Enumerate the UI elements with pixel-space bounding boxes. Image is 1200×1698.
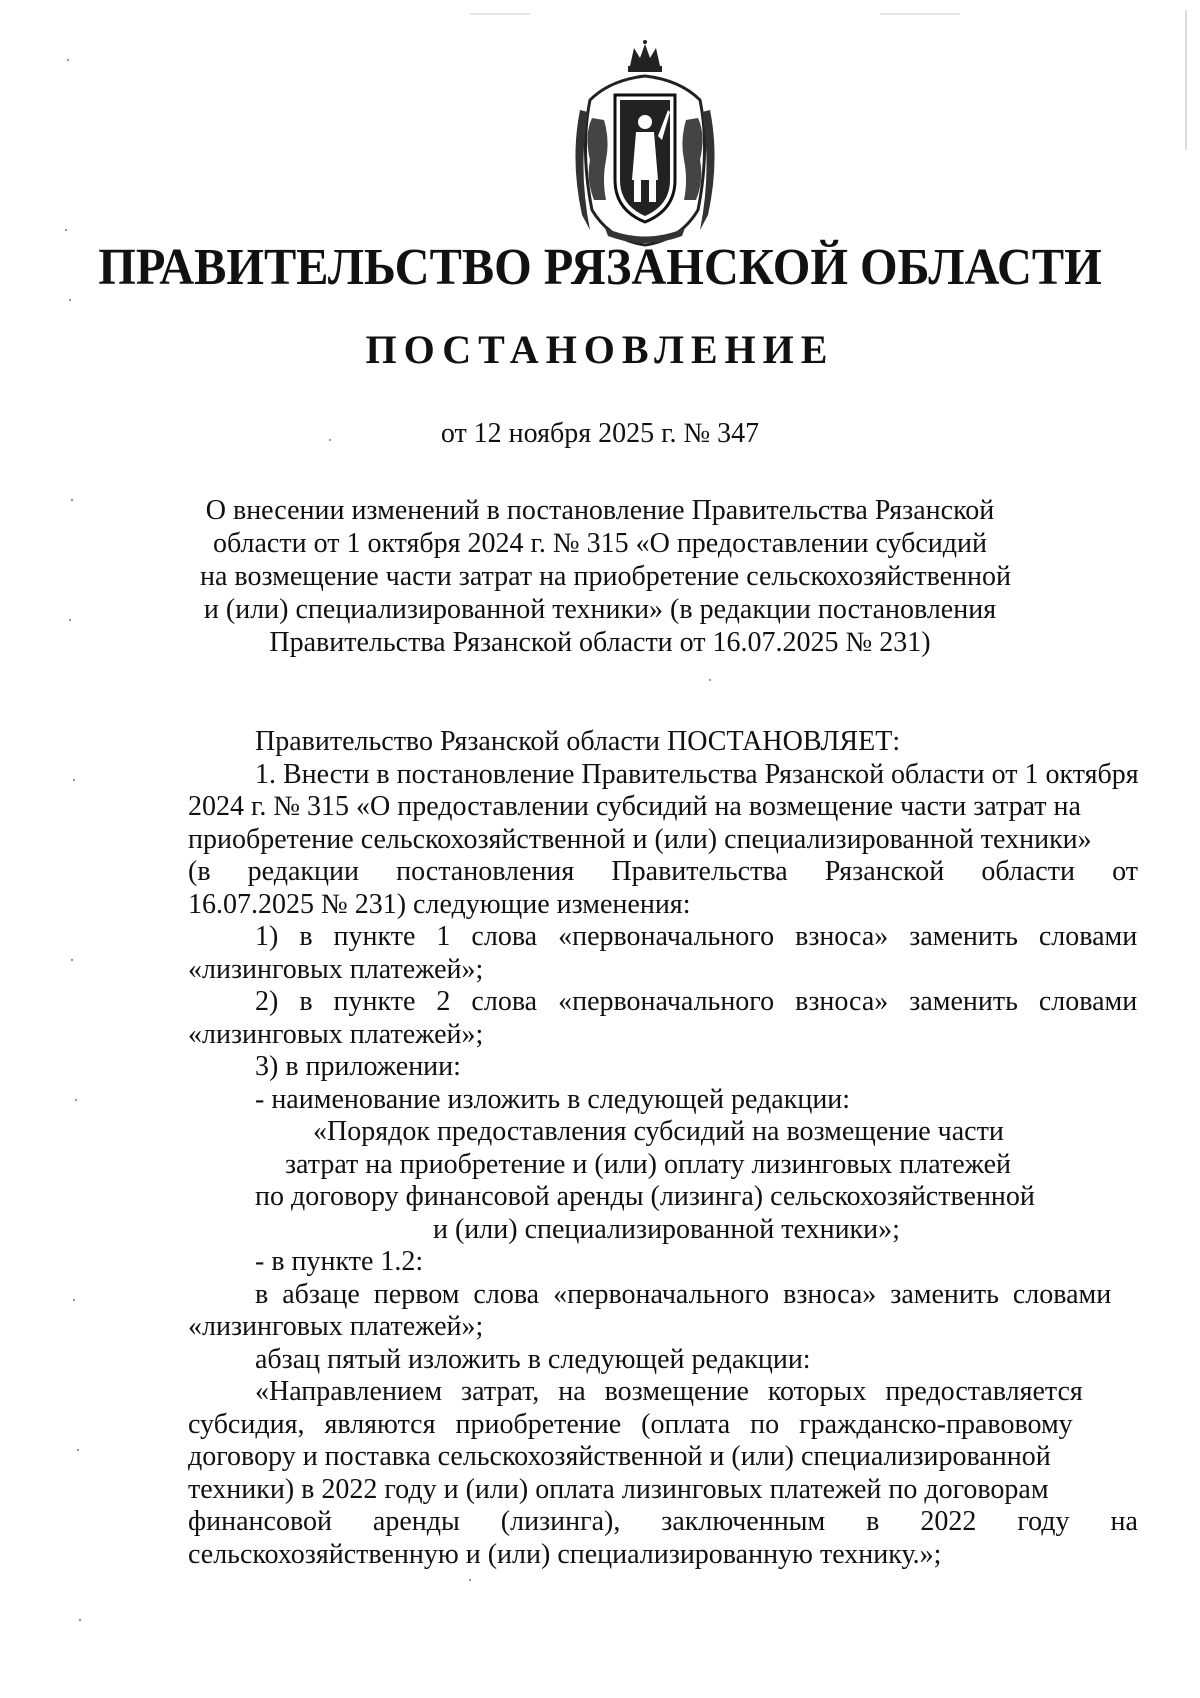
item-1-line: 16.07.2025 № 231) следующие изменения: [188, 888, 691, 920]
word: заключенным [661, 1506, 826, 1537]
point-1-2-paragraph-1-line: в абзаце первом слова «первоначального взноса» заменить словами [255, 1278, 1112, 1310]
word: редакции [247, 856, 359, 887]
word: на [1110, 1506, 1138, 1537]
word: (в [188, 856, 211, 887]
new-name-line: затрат на приобретение и (или) оплату лизинговых платежей [285, 1148, 1012, 1180]
word: в [866, 1506, 880, 1537]
word: области [981, 856, 1075, 887]
word: 2022 [920, 1506, 977, 1537]
document-type-heading: ПОСТАНОВЛЕНИЕ [365, 327, 835, 372]
document-subject [200, 494, 1012, 659]
document-body [188, 726, 1138, 1571]
quote-line: техники) в 2022 году и (или) оплата лизинговых платежей по договорам [188, 1473, 1049, 1505]
item-1-line: 1. Внести в постановление Правительства Рязанской области от 1 октября [255, 758, 1139, 790]
word: аренды [372, 1506, 460, 1537]
subject-line: области от 1 октября 2024 г. № 315 «О предоставлении субсидий [212, 528, 988, 559]
subitem-3: 3) в приложении: [255, 1051, 461, 1082]
quote-line: субсидия, являются приобретение (оплата по гражданско-правовому [188, 1408, 1073, 1440]
word: Рязанской [824, 856, 945, 887]
document-date-number: от 12 ноября 2025 г. № 347 [440, 418, 760, 449]
new-name-line: по договору финансовой аренды (лизинга) сельскохозяйственной [255, 1181, 1035, 1212]
quote-line: «Направлением затрат, на возмещение которых предоставляется [255, 1376, 1083, 1407]
subject-line: Правительства Рязанской области от 16.07.2025 № 231) [269, 627, 931, 658]
preamble: Правительство Рязанской области ПОСТАНОВЛЯЕТ: [255, 726, 901, 757]
name-intro: - наименование изложить в следующей редакции: [255, 1083, 851, 1115]
point-1-2-paragraph-5: абзац пятый изложить в следующей редакции: [255, 1343, 811, 1375]
word: году [1017, 1506, 1070, 1537]
subitem-2-line: «лизинговых платежей»; [188, 1018, 484, 1050]
word: финансовой [188, 1506, 332, 1537]
subject-line: О внесении изменений в постановление Правительства Рязанской [205, 495, 995, 526]
item-1-line: приобретение сельскохозяйственной и (или) специализированной техники» [188, 823, 1092, 855]
item-1-line: 2024 г. № 315 «О предоставлении субсидий на возмещение части затрат на [188, 791, 1081, 822]
subitem-2-line: 2) в пункте 2 слова «первоначального взноса» заменить словами [255, 986, 1138, 1017]
subitem-1-line: «лизинговых платежей»; [188, 953, 484, 985]
word: (лизинга), [500, 1506, 621, 1537]
coat-of-arms-emblem [570, 40, 720, 250]
point-1-2-paragraph-1-line: «лизинговых платежей»; [188, 1311, 484, 1342]
point-1-2: - в пункте 1.2: [255, 1246, 424, 1277]
word: постановления [396, 856, 575, 887]
quote-justified-line [188, 1506, 1138, 1539]
subject-line: и (или) специализированной техники» (в редакции постановления [203, 594, 997, 625]
subitem-1-line: 1) в пункте 1 слова «первоначального взноса» заменить словами [255, 921, 1138, 952]
quote-line: договору и поставка сельскохозяйственной и (или) специализированной [188, 1441, 1051, 1472]
subject-line: на возмещение части затрат на приобретение сельскохозяйственной [200, 561, 1012, 592]
new-name-line: и (или) специализированной техники»; [433, 1213, 900, 1245]
word: Правительства [611, 856, 788, 887]
organization-title: ПРАВИТЕЛЬСТВО РЯЗАНСКОЙ ОБЛАСТИ [98, 239, 1102, 296]
quote-line: сельскохозяйственную и (или) специализированную технику.»; [188, 1538, 942, 1570]
item-1-justified-line [188, 856, 1138, 889]
word: от [1112, 856, 1138, 887]
new-name-line: «Порядок предоставления субсидий на возмещение части [313, 1116, 1004, 1147]
